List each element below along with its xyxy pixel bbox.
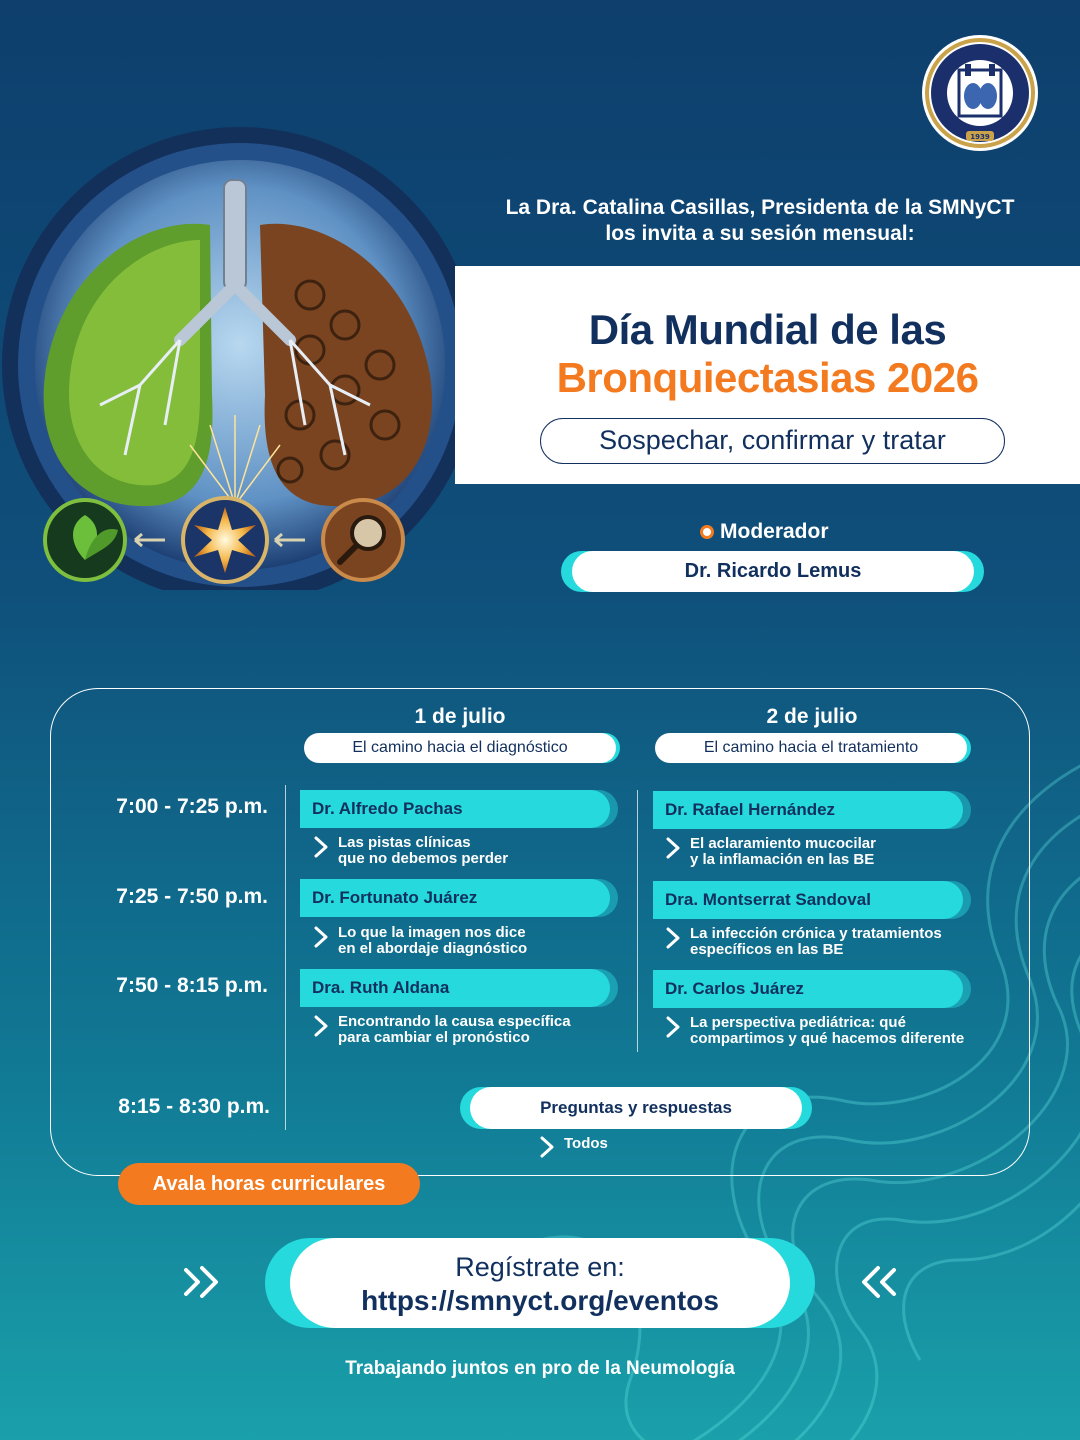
qa-time: 8:15 - 8:30 p.m. <box>118 1095 270 1118</box>
chevron-right-icon <box>312 925 330 949</box>
topic-line: Encontrando la causa específica <box>338 1013 571 1030</box>
topic-line: que no debemos perder <box>338 850 509 867</box>
chevron-right-icon <box>664 836 682 860</box>
register-url-link[interactable]: https://smnyct.org/eventos <box>361 1285 719 1316</box>
intro-line-1: La Dra. Catalina Casillas, Presidenta de la SMNyCT <box>505 196 1015 219</box>
bullet-dot-icon <box>700 525 714 539</box>
day-1-date: 1 de julio <box>414 705 506 728</box>
topic-line: en el abordaje diagnóstico <box>338 940 528 957</box>
qa-participants <box>538 1135 608 1159</box>
logo-year: 1939 <box>970 133 990 141</box>
moderator-name: Dr. Ricardo Lemus <box>572 551 974 592</box>
day-1-theme: El camino hacia el diagnóstico <box>304 733 616 763</box>
slot-2-day-1-speaker: Dr. Fortunato Juárez <box>300 879 610 917</box>
topic-line: para cambiar el pronóstico <box>338 1029 530 1046</box>
topic-line: El aclaramiento mucocilar <box>690 835 876 852</box>
event-title-line-2: Bronquiectasias 2026 <box>556 354 979 401</box>
slot-3-day-1-topic <box>312 1014 571 1046</box>
chevron-right-icon <box>664 1015 682 1039</box>
topic-line: específicos en las BE <box>690 941 844 958</box>
topic-line: Lo que la imagen nos dice <box>338 924 526 941</box>
slot-3-time: 7:50 - 8:15 p.m. <box>116 974 268 997</box>
society-logo <box>921 34 1039 152</box>
topic-line: compartimos y qué hacemos diferente <box>690 1030 965 1047</box>
topic-line: y la inflamación en las BE <box>690 851 875 868</box>
event-title-line-1: Día Mundial de las <box>588 306 947 353</box>
chevron-right-icon <box>664 926 682 950</box>
slot-2-day-1-topic <box>312 925 527 957</box>
slot-1-day-1-speaker: Dr. Alfredo Pachas <box>300 790 610 828</box>
slot-1-time: 7:00 - 7:25 p.m. <box>116 795 268 818</box>
slot-3-day-1-speaker: Dra. Ruth Aldana <box>300 969 610 1007</box>
lung-illustration <box>0 125 480 590</box>
curricular-hours-badge: Avala horas curriculares <box>118 1163 420 1205</box>
time-column-divider <box>285 785 286 1130</box>
intro-text <box>470 195 1050 247</box>
slot-2-time: 7:25 - 7:50 p.m. <box>116 885 268 908</box>
chevron-right-icon <box>312 1014 330 1038</box>
slot-2-day-2-speaker: Dra. Montserrat Sandoval <box>653 881 963 919</box>
day-2-date: 2 de julio <box>766 705 858 728</box>
slot-1-day-2-topic <box>664 836 876 868</box>
moderator-label-text: Moderador <box>720 520 829 543</box>
day-2-theme: El camino hacia el tratamiento <box>655 733 967 763</box>
chevron-right-icon <box>538 1135 556 1159</box>
title-band <box>455 266 1080 484</box>
footer-tagline: Trabajando juntos en pro de la Neumología <box>345 1358 735 1379</box>
double-chevron-left-icon <box>852 1262 898 1302</box>
register-label: Regístrate en: <box>455 1252 625 1282</box>
slot-3-day-2-topic <box>664 1015 964 1047</box>
day-column-divider <box>637 790 638 1052</box>
register-box[interactable] <box>290 1238 790 1328</box>
moderator-label <box>700 520 829 544</box>
chevron-right-icon <box>312 835 330 859</box>
topic-line: La infección crónica y tratamientos <box>690 925 942 942</box>
intro-line-2: los invita a su sesión mensual: <box>605 222 915 245</box>
double-chevron-right-icon <box>182 1262 228 1302</box>
slot-1-day-2-speaker: Dr. Rafael Hernández <box>653 791 963 829</box>
qa-who: Todos <box>564 1135 608 1152</box>
slot-2-day-2-topic <box>664 926 942 958</box>
topic-line: Las pistas clínicas <box>338 834 471 851</box>
event-subtitle: Sospechar, confirmar y tratar <box>540 418 1005 464</box>
slot-1-day-1-topic <box>312 835 508 867</box>
qa-label: Preguntas y respuestas <box>470 1087 802 1129</box>
slot-3-day-2-speaker: Dr. Carlos Juárez <box>653 970 963 1008</box>
topic-line: La perspectiva pediátrica: qué <box>690 1014 906 1031</box>
